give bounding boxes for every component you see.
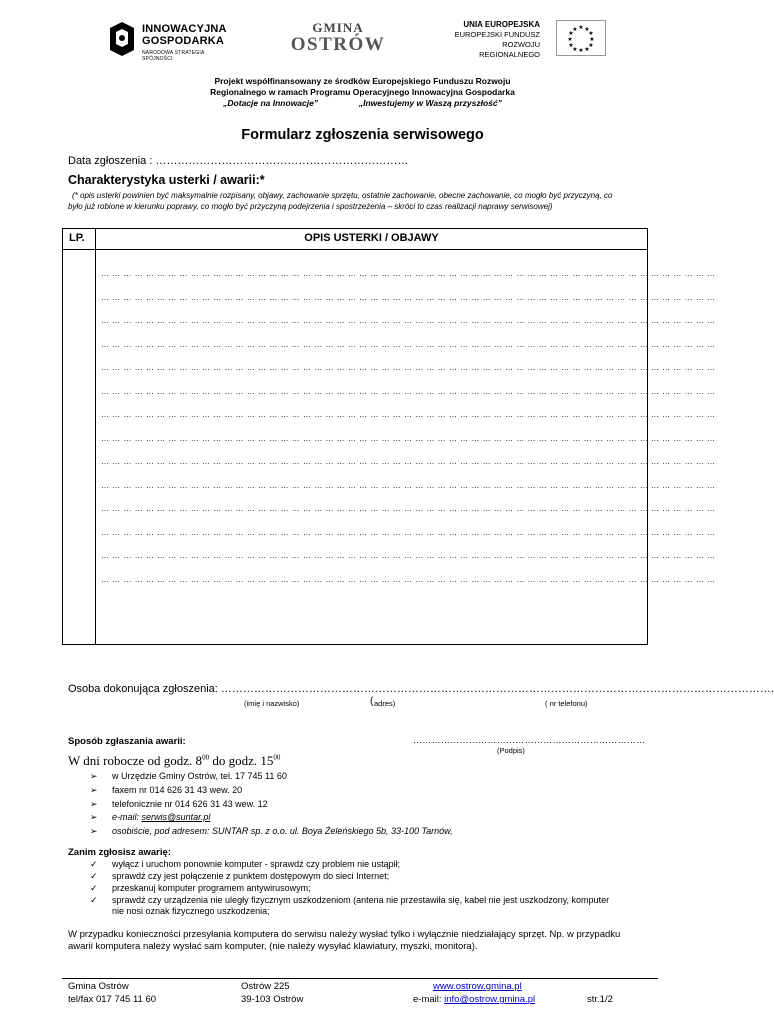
footer-org: Gmina Ostrów [68, 981, 129, 992]
arrow-bullet-icon: ➢ [90, 799, 98, 809]
svg-text:★: ★ [578, 24, 584, 31]
signature-field[interactable]: ………………………………………………………………… [413, 735, 646, 745]
dotted-line[interactable]: … … … … … … … … … … … … … … … … … … … … … … … … … … … … … … … … … … … … … … … … … … … … … … … … … … … … … … … [101, 504, 716, 513]
footer-page-number: str.1/2 [587, 994, 613, 1005]
arrow-bullet-icon: ➢ [90, 826, 98, 836]
dotted-line[interactable]: … … … … … … … … … … … … … … … … … … … … … … … … … … … … … … … … … … … … … … … … … … … … … … … … … … … … … … … [101, 433, 716, 443]
footer-address-line1: Ostrów 225 [241, 981, 290, 992]
gmina-logo-top: GMINA [312, 20, 364, 35]
arrow-bullet-icon: ➢ [90, 785, 98, 795]
gmina-ostrow-logo [283, 20, 393, 60]
dotted-line[interactable]: … … … … … … … … … … … … … … … … … … … … … … … … … … … … … … … … … … … … … … … … … … … … … … … … … … … … … … … [101, 410, 716, 419]
hours-sup2: 00 [273, 753, 281, 762]
unia-europejska-logo [448, 20, 608, 60]
check-text: sprawdź czy jest połączenie z punktem dostępowym do sieci Internet; [112, 871, 390, 881]
dotted-line[interactable]: … … … … … … … … … … … … … … … … … … … … … … … … … … … … … … … … … … … … … … … … … … … … … … … … … … … … … … … [101, 457, 716, 466]
footer-divider [62, 978, 658, 979]
char-note-line2: było już robione w kierunku poprawy, co mogło być przyczyną podejrzenia i spostrzeżenia – skróci to czas realizacji naprawy serwisowej) [68, 202, 553, 211]
svg-text:★: ★ [578, 47, 584, 54]
method-email-label: e-mail: [112, 812, 142, 822]
label-address-paren: ( [370, 696, 374, 707]
label-phone: ( nr telefonu) [545, 699, 588, 708]
method-text: w Urzędzie Gminy Ostrów, tel. 17 745 11 60 [112, 771, 287, 781]
ig-logo-line2: GOSPODARKA [142, 35, 225, 47]
dotted-line[interactable]: … … … … … … … … … … … … … … … … … … … … … … … … … … … … … … … … … … … … … … … … … … … … … … … … … … … … … … … [101, 386, 716, 396]
hours-sup1: 00 [202, 753, 210, 762]
project-line1: Projekt współfinansowany ze środków Europejskiego Funduszu Rozwoju [214, 76, 511, 86]
footer-address-line2: 39-103 Ostrów [241, 994, 304, 1005]
dotted-line[interactable]: … … … … … … … … … … … … … … … … … … … … … … … … … … … … … … … … … … … … … … … … … … … … … … … … … … … … … … … [101, 527, 716, 537]
shipping-note-line1: W przypadku konieczności przesyłania komputera do serwisu należy wysłać tylko i wyłącznie niedziałający sprzęt. Np. w przypadku [68, 929, 621, 940]
checkmark-icon: ✓ [90, 859, 98, 869]
slogan-2: „Inwestujemy w Waszą przyszłość” [358, 98, 502, 108]
form-title: Formularz zgłoszenia serwisowego [241, 127, 484, 143]
ig-logo-line3: NARODOWA STRATEGIA SPÓJNOŚCI [142, 50, 205, 62]
date-field[interactable]: Data zgłoszenia : …………………………………………………………… [68, 155, 409, 167]
eu-flag-icon [556, 20, 606, 56]
label-name: (imię i nazwisko) [244, 699, 300, 708]
ig-emblem-icon [108, 20, 136, 56]
gmina-logo-bottom: OSTRÓW [290, 34, 386, 55]
reporter-field[interactable]: Osoba dokonująca zgłoszenia: ……………………………………………………………………………………………………………………………………. [68, 683, 774, 695]
working-hours [68, 753, 280, 769]
checkmark-icon: ✓ [90, 871, 98, 881]
hours-mid: do godz. 15 [209, 753, 274, 768]
method-text [112, 812, 210, 822]
checkmark-icon: ✓ [90, 895, 98, 905]
project-info [100, 76, 625, 109]
svg-text:★: ★ [567, 36, 573, 43]
table-divider-horizontal [63, 249, 647, 250]
dotted-line[interactable]: … … … … … … … … … … … … … … … … … … … … … … … … … … … … … … … … … … … … … … … … … … … … … … … … … … … … … … … [101, 574, 716, 584]
dotted-line[interactable]: … … … … … … … … … … … … … … … … … … … … … … … … … … … … … … … … … … … … … … … … … … … … … … … … … … … … … … … [101, 269, 716, 278]
dotted-line[interactable]: … … … … … … … … … … … … … … … … … … … … … … … … … … … … … … … … … … … … … … … … … … … … … … … … … … … … … … … [101, 292, 716, 302]
hours-prefix: W dni robocze od godz. 8 [68, 753, 203, 768]
svg-text:★: ★ [584, 26, 590, 33]
check-text: nie nosi oznak fizycznego uszkodzenia; [112, 906, 270, 916]
column-header-opis: OPIS USTERKI / OBJAWY [304, 232, 439, 244]
ig-logo-line1: INNOWACYJNA [142, 23, 227, 35]
ue-logo-line1: UNIA EUROPEJSKA [463, 20, 540, 29]
fault-description-table[interactable] [62, 228, 716, 645]
method-email-link[interactable]: serwis@suntar.pl [141, 812, 211, 822]
arrow-bullet-icon: ➢ [90, 812, 98, 822]
char-note-line1: (* opis usterki powinien być maksymalnie rozpisany, objawy, zachowanie sprzętu, ostatnie zachowanie, obecne zachowanie, co mogło być przyczyną, co [72, 191, 613, 200]
svg-text:★: ★ [568, 30, 574, 37]
dotted-line[interactable]: … … … … … … … … … … … … … … … … … … … … … … … … … … … … … … … … … … … … … … … … … … … … … … … … … … … … … … … [101, 480, 716, 490]
check-text: przeskanuj komputer programem antywirusowym; [112, 883, 311, 893]
signature-label: (Podpis) [497, 746, 525, 755]
checkmark-icon: ✓ [90, 883, 98, 893]
method-text: faxem nr 014 626 31 43 wew. 20 [112, 785, 243, 795]
svg-text:★: ★ [584, 46, 590, 53]
footer-email-link[interactable]: info@ostrow.gmina.pl [444, 994, 536, 1005]
svg-text:★: ★ [589, 36, 595, 43]
dotted-line[interactable]: … … … … … … … … … … … … … … … … … … … … … … … … … … … … … … … … … … … … … … … … … … … … … … … … … … … … … … … [101, 339, 716, 349]
slogan-1: „Dotacje na Innowacje” [223, 98, 319, 108]
reporting-method-heading: Sposób zgłaszania awarii: [68, 736, 186, 747]
table-divider-vertical [95, 229, 96, 644]
dotted-line[interactable]: … … … … … … … … … … … … … … … … … … … … … … … … … … … … … … … … … … … … … … … … … … … … … … … … … … … … … … … [101, 363, 716, 372]
svg-text:★: ★ [572, 46, 578, 53]
shipping-note-line2: awarii komputera należy wysłać sam komputer, (nie należy wysyłać klawiatury, myszki, monitora). [68, 941, 478, 952]
before-reporting-heading: Zanim zgłosisz awarię: [68, 847, 171, 858]
shipping-note [68, 929, 658, 953]
project-slogans [100, 98, 625, 109]
column-header-lp: LP. [69, 232, 85, 244]
innowacyjna-gospodarka-logo [108, 18, 228, 60]
ue-logo-line3: ROZWOJU REGIONALNEGO [479, 40, 540, 59]
footer-website-link[interactable]: www.ostrow.gmina.pl [433, 981, 522, 992]
project-line2: Regionalnego w ramach Programu Operacyjnego Innowacyjna Gospodarka [210, 87, 515, 97]
svg-text:★: ★ [588, 42, 594, 49]
check-text: sprawdź czy urządzenia nie uległy fizycznym uszkodzeniom (antena nie przestawiła się, kabel nie jest uszkodzony, komputer [112, 895, 610, 905]
footer-phone: tel/fax 017 745 11 60 [68, 994, 157, 1005]
dotted-line[interactable]: … … … … … … … … … … … … … … … … … … … … … … … … … … … … … … … … … … … … … … … … … … … … … … … … … … … … … … … [101, 551, 716, 560]
footer-email-label: e-mail: [413, 994, 445, 1005]
characteristics-heading: Charakterystyka usterki / awarii:* [68, 173, 265, 187]
method-text: osobiście, pod adresem: SUNTAR sp. z o.o. ul. Boya Żeleńskiego 5b, 33-100 Tarnów, [112, 826, 453, 836]
characteristics-note [68, 190, 648, 212]
arrow-bullet-icon: ➢ [90, 771, 98, 781]
svg-text:★: ★ [588, 30, 594, 37]
method-text: telefonicznie nr 014 626 31 43 wew. 12 [112, 799, 268, 809]
svg-text:★: ★ [568, 42, 574, 49]
label-address: adres) [374, 699, 396, 708]
ue-logo-line2: EUROPEJSKI FUNDUSZ [454, 30, 540, 39]
svg-text:★: ★ [572, 26, 578, 33]
footer-email [413, 994, 535, 1005]
ue-logo-text [448, 20, 540, 60]
dotted-line[interactable]: … … … … … … … … … … … … … … … … … … … … … … … … … … … … … … … … … … … … … … … … … … … … … … … … … … … … … … … [101, 316, 716, 325]
check-text: wyłącz i uruchom ponownie komputer - sprawdź czy problem nie ustąpił; [112, 859, 401, 869]
